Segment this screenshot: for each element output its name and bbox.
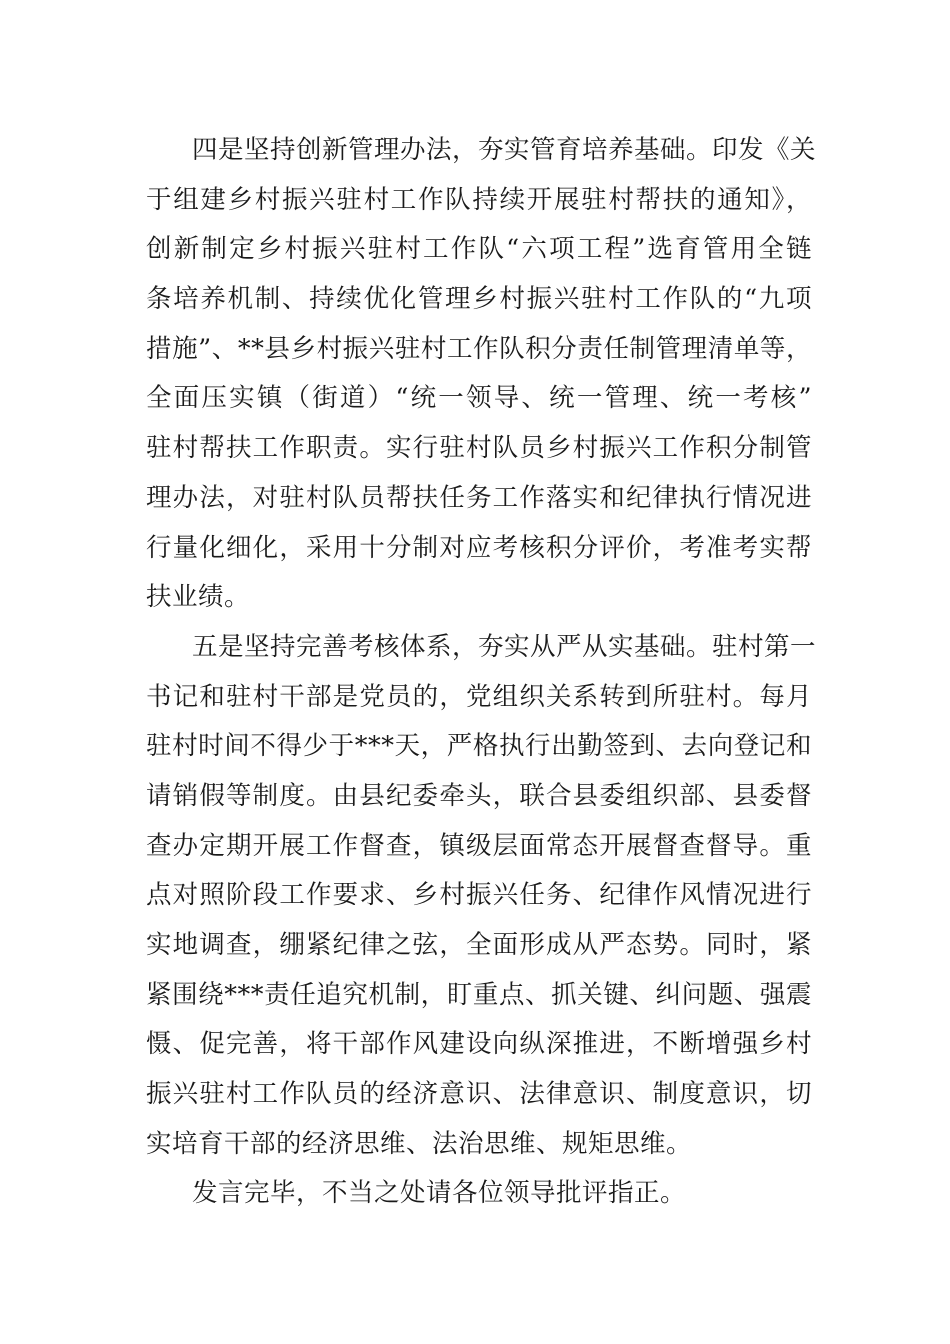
- text-line: 驻村帮扶工作职责。实行驻村队员乡村振兴工作积分制管: [146, 433, 812, 464]
- text-line: 理办法，对驻村队员帮扶任务工作落实和纪律执行情况进: [146, 482, 812, 513]
- text-line: 实培育干部的经济思维、法治思维、规矩思维。: [146, 1128, 693, 1159]
- text-line: 请销假等制度。由县纪委牵头，联合县委组织部、县委督: [146, 780, 812, 811]
- text-line: 行量化细化，采用十分制对应考核积分评价，考准考实帮: [146, 532, 812, 563]
- text-line: 于组建乡村振兴驻村工作队持续开展驻村帮扶的通知》，: [146, 184, 812, 215]
- text-line: 四是坚持创新管理办法，夯实管育培养基础。印发《关: [192, 135, 817, 165]
- text-line: 慑、促完善，将干部作风建设向纵深推进，不断增强乡村: [146, 1029, 812, 1060]
- text-line: 书记和驻村干部是党员的，党组织关系转到所驻村。每月: [146, 681, 812, 712]
- text-line: 全面压实镇（街道）“统一领导、统一管理、统一考核”: [146, 383, 812, 414]
- text-line: 五是坚持完善考核体系，夯实从严从实基础。驻村第一: [192, 631, 817, 662]
- text-line: 驻村时间不得少于***天，严格执行出勤签到、去向登记和: [146, 731, 812, 762]
- paragraph-1: [146, 126, 817, 623]
- text-line: 措施”、**县乡村振兴驻村工作队积分责任制管理清单等，: [146, 333, 812, 364]
- text-line: 点对照阶段工作要求、乡村振兴任务、纪律作风情况进行: [146, 880, 812, 911]
- text-line: 实地调查，绷紧纪律之弦，全面形成从严态势。同时，紧: [146, 930, 812, 960]
- text-line: 扶业绩。: [146, 582, 251, 613]
- text-line: 振兴驻村工作队员的经济意识、法律意识、制度意识，切: [146, 1079, 812, 1110]
- text-line: 查办定期开展工作督查，镇级层面常态开展督查督导。重: [146, 830, 812, 861]
- text-line: 发言完毕，不当之处请各位领导批评指正。: [192, 1178, 687, 1209]
- paragraph-3: [146, 1169, 812, 1219]
- paragraph-2: [146, 623, 817, 1170]
- text-line: 条培养机制、持续优化管理乡村振兴驻村工作队的“九项: [146, 284, 812, 315]
- text-line: 紧围绕***责任追究机制，盯重点、抓关键、纠问题、强震: [146, 979, 812, 1010]
- text-line: 创新制定乡村振兴驻村工作队“六项工程”选育管用全链: [146, 234, 812, 265]
- document-body: [146, 126, 817, 1219]
